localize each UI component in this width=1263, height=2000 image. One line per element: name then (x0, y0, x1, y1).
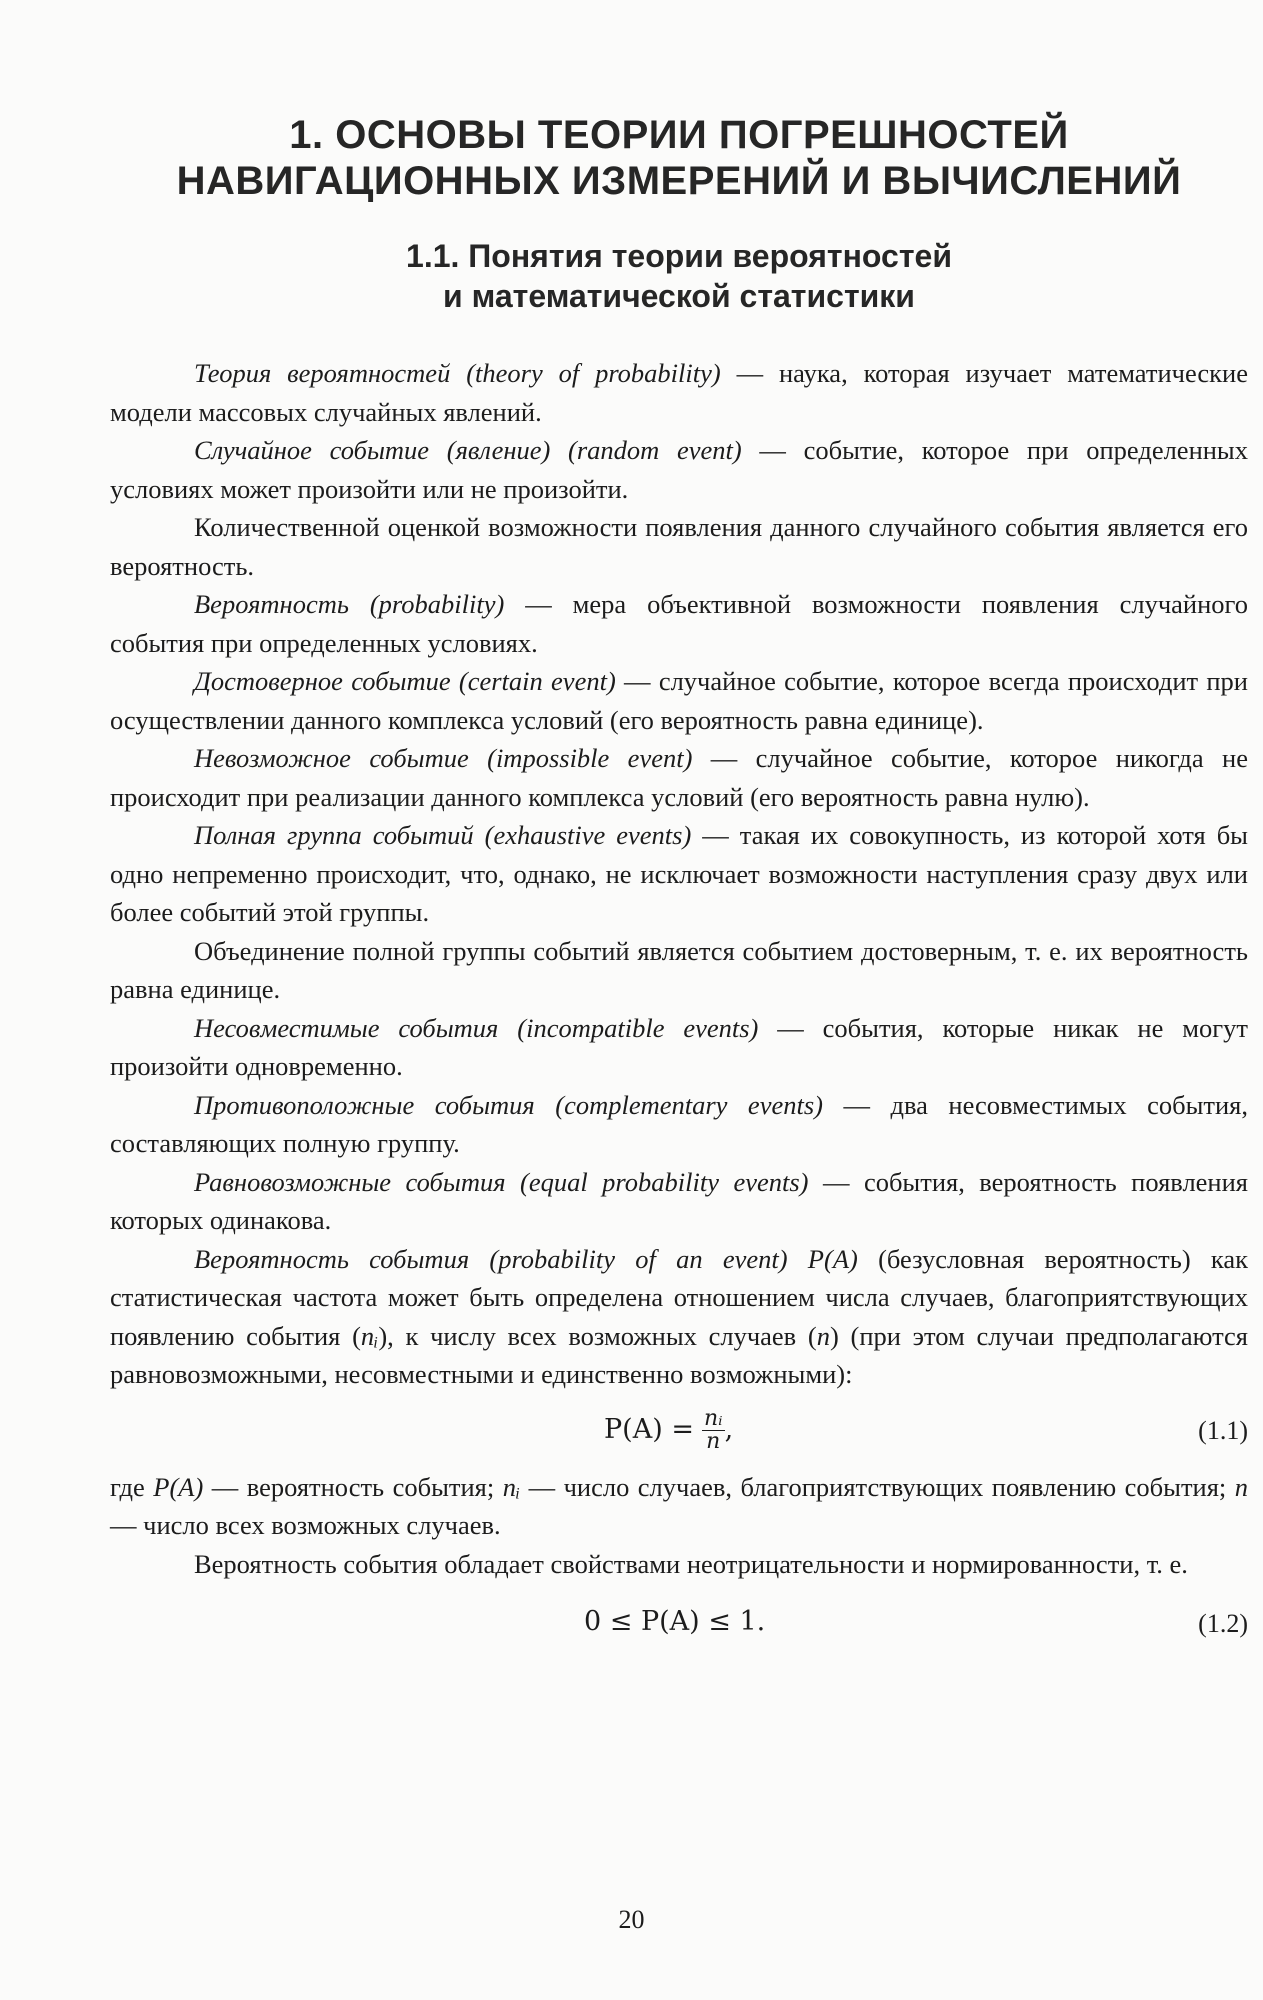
paragraph-impossible-event (110, 739, 1248, 816)
formula-expression (584, 1603, 765, 1642)
definition-part: ), к числу всех возможных случаев ( (378, 1320, 817, 1351)
paragraph-exhaustive-events (110, 816, 1248, 932)
variable-ni: nᵢ (502, 1471, 521, 1502)
formula-1-1 (110, 1394, 1248, 1468)
term: Вероятность (probability) (194, 589, 505, 619)
section-title-line1: 1.1. Понятия теории вероятностей (406, 238, 952, 274)
term: Несовместимые события (incompatible events) (194, 1012, 759, 1043)
paragraph-probability (110, 585, 1248, 662)
term: Полная группа событий (exhaustive events) (194, 820, 692, 850)
paragraph-theory-of-probability (110, 354, 1248, 431)
paragraph-complementary-events (110, 1086, 1248, 1163)
definition: — два несовместимых события, составляющих полную группу. (110, 1089, 1248, 1158)
definition-part: (безусловная вероятность) как статистическая частота может быть определена отношением числа случаев, благоприятствующих появлению события ( (110, 1243, 1248, 1351)
paragraph-certain-event (110, 662, 1248, 739)
paragraph-part: — число всех возможных случаев. (110, 1510, 501, 1540)
term: Противоположные события (complementary events) (194, 1089, 823, 1120)
term: Невозможное событие (impossible event) (194, 743, 693, 773)
definition: — события, которые никак не могут произойти одновременно. (110, 1012, 1248, 1081)
definition: — случайное событие, которое всегда происходит при осуществлении данного комплекса условий (его вероятность равна единице). (110, 666, 1248, 735)
variable-ni: nᵢ (360, 1320, 379, 1351)
term: Равновозможные события (equal probability events) (194, 1166, 809, 1197)
equation-number: (1.2) (1198, 1609, 1248, 1638)
fraction (702, 1405, 725, 1454)
paragraph-quantitative-estimate (110, 508, 1248, 585)
paragraph-text: Количественной оценкой возможности появления данного случайного события является его вероятность. (110, 512, 1248, 581)
term: Теория вероятностей (theory of probability) (194, 358, 721, 388)
definition-part: ) (при этом случаи предполагаются равновозможными, несовместными и единственно возможными): (110, 1320, 1248, 1389)
paragraph-union (110, 932, 1248, 1009)
paragraph-random-event (110, 431, 1248, 508)
section-title-line2: и математической статистики (443, 278, 915, 314)
formula-body: 0 ≤ P(A) ≤ 1. (584, 1606, 766, 1637)
variable-n: n (816, 1320, 830, 1351)
paragraph-equal-probability-events (110, 1163, 1248, 1240)
term: Вероятность события (probability of an event) P(A) (194, 1243, 858, 1274)
definition: — мера объективной возможности появления случайного события при определенных условиях. (110, 589, 1248, 658)
chapter-title-line1: 1. ОСНОВЫ ТЕОРИИ ПОГРЕШНОСТЕЙ (289, 113, 1069, 157)
formula-lhs: P(A) = (604, 1413, 694, 1445)
paragraph-probability-of-event (110, 1240, 1248, 1394)
formula-expression (604, 1405, 734, 1454)
term: Случайное событие (явление) (random event) (194, 435, 742, 465)
paragraph-part: где (110, 1471, 154, 1502)
paragraph-text: Объединение полной группы событий является событием достоверным, т. е. их вероятность равна единице. (110, 935, 1248, 1004)
formula-trail: , (724, 1413, 734, 1445)
page-number: 20 (618, 1905, 645, 1934)
variable-n: n (1234, 1471, 1248, 1502)
paragraph-where (110, 1468, 1248, 1545)
fraction-denominator: n (706, 1428, 721, 1454)
variable-pa: P(A) (153, 1471, 204, 1502)
formula-1-2 (110, 1583, 1248, 1653)
term: Достоверное событие (certain event) (194, 666, 616, 696)
chapter-title-line2: НАВИГАЦИОННЫХ ИЗМЕРЕНИЙ И ВЫЧИСЛЕНИЙ (176, 159, 1182, 203)
body-text (110, 354, 1248, 1653)
fraction-numerator: nᵢ (703, 1405, 723, 1431)
definition: — такая их совокупность, из которой хотя бы одно непременно происходит, что, однако, не исключает возможности наступления сразу двух или более событий этой группы. (110, 820, 1248, 927)
definition: — события, вероятность появления которых одинакова. (110, 1166, 1248, 1235)
equation-number: (1.1) (1198, 1415, 1248, 1445)
definition: — случайное событие, которое никогда не происходит при реализации данного комплекса условий (его вероятность равна нулю). (110, 743, 1248, 812)
paragraph-incompatible-events (110, 1009, 1248, 1086)
paragraph-text: Вероятность события обладает свойствами неотрицательности и нормированности, т. е. (194, 1548, 1188, 1579)
paragraph-part: — вероятность события; (203, 1471, 503, 1502)
definition: — наука, которая изучает математические модели массовых случайных явлений. (110, 358, 1248, 427)
chapter-title (110, 0, 1248, 204)
section-title (110, 236, 1248, 316)
definition: — событие, которое при определенных условиях может произойти или не произойти. (110, 435, 1248, 504)
paragraph-part: — число случаев, благоприятствующих появлению события; (520, 1471, 1235, 1502)
paragraph-properties (110, 1545, 1248, 1584)
